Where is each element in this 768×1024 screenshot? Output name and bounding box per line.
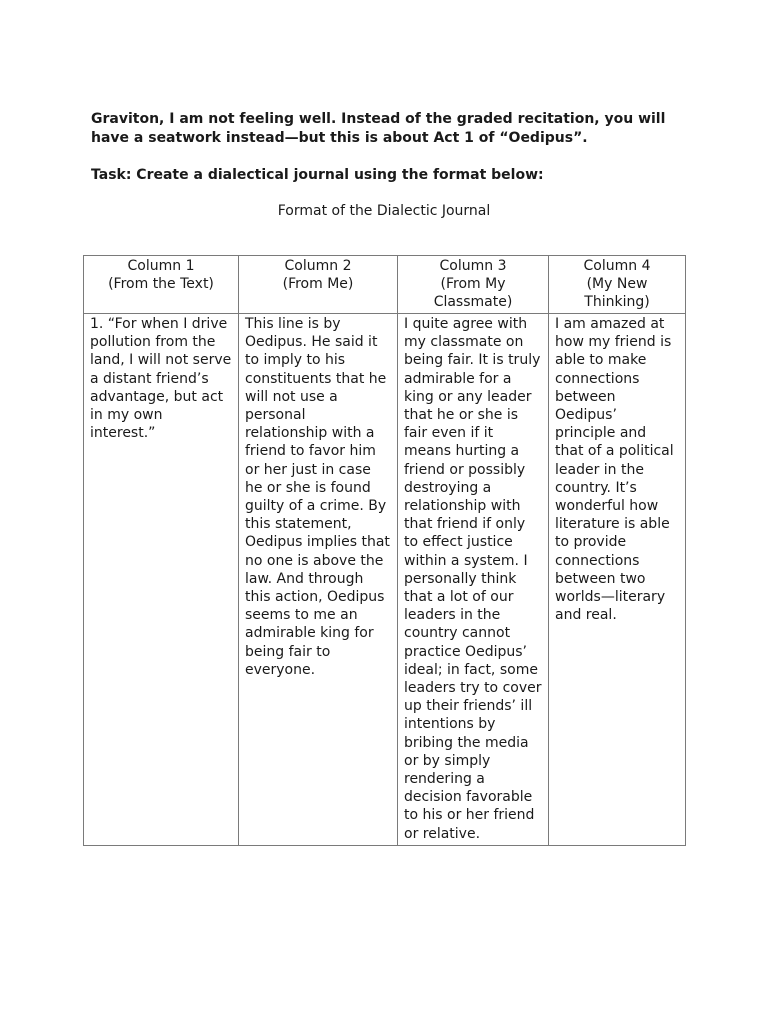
column-1-header: Column 1 (From the Text) <box>84 256 239 314</box>
intro-paragraph: Graviton, I am not feeling well. Instead of the graded recitation, you will have a seatwork instead—but this is about Act 1 of “Oedipus”. <box>91 111 666 146</box>
from-me-cell: This line is by Oedipus. He said it to imply to his constituents that he will not use a personal relationship with a friend to favor him or her just in case he or she is found guilty of a crime. By this statement, Oedipus implies that no one is above the law. And through this action, Oedipus seems to me an admirable king for being fair to everyone. <box>239 314 398 846</box>
table-row <box>84 314 686 846</box>
task-instruction: Task: Create a dialectical journal using the format below: <box>91 167 544 183</box>
column-4-header: Column 4 (My New Thinking) <box>549 256 686 314</box>
from-my-classmate-cell: I quite agree with my classmate on being fair. It is truly admirable for a king or any leader that he or she is fair even if it means hurting a friend or possibly destroying a relationship with that friend if only to effect justice within a system. I personally think that a lot of our leaders in the country cannot practice Oedipus’ ideal; in fact, some leaders try to cover up their friends’ ill intentions by bribing the media or by simply rendering a decision favorable to his or her friend or relative. <box>398 314 549 846</box>
my-new-thinking-cell: I am amazed at how my friend is able to make connections between Oedipus’ principle and that of a political leader in the country. It’s wonderful how literature is able to provide connections between two worlds—literary and real. <box>549 314 686 846</box>
table-header-row <box>84 256 686 314</box>
from-the-text-cell: 1. “For when I drive pollution from the land, I will not serve a distant friend’s advantage, but act in my own interest.” <box>84 314 239 846</box>
format-title: Format of the Dialectic Journal <box>277 203 491 219</box>
column-2-header: Column 2 (From Me) <box>239 256 398 314</box>
dialectical-journal-table <box>83 255 686 846</box>
column-3-header: Column 3 (From My Classmate) <box>398 256 549 314</box>
